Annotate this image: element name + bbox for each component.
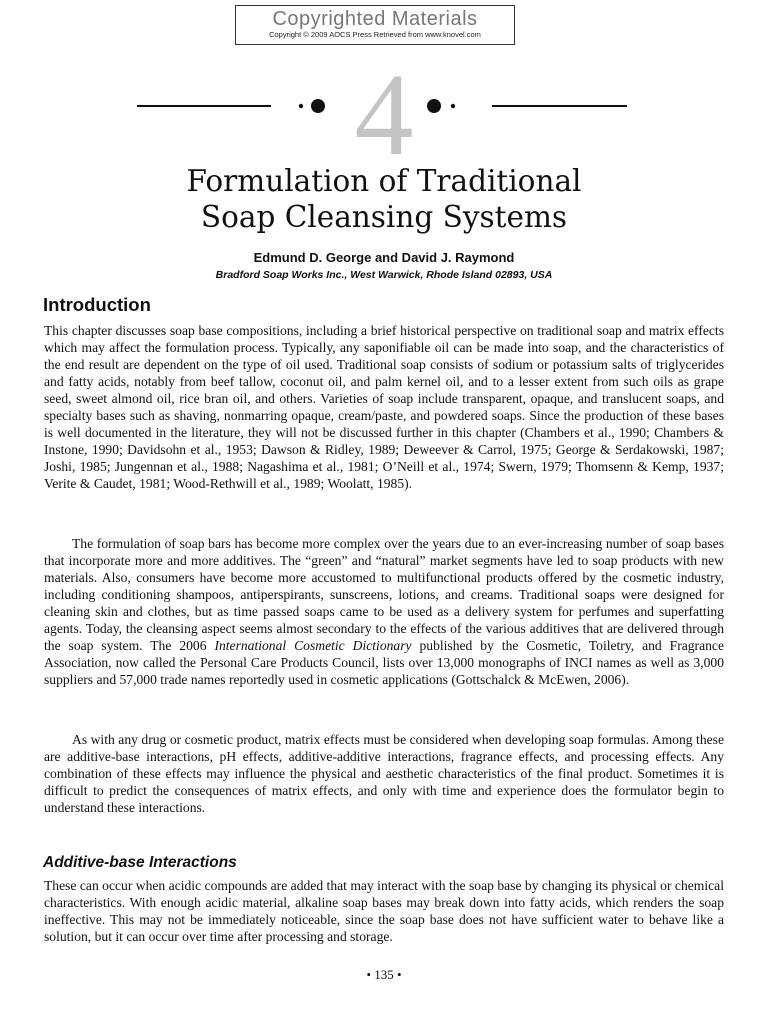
chapter-number: 4	[354, 50, 414, 160]
additive-base-paragraph: These can occur when acidic compounds are added that may interact with the soap base by changing its physical or chemical characteristics. With enough acidic material, alkaline soap bases may break down into fatty acids, which renders the soap ineffective. This may not be immediately noticeable, since the soap base does not have sufficient water to behave like a solution, but it can occur over time after processing and storage.	[44, 878, 724, 945]
dictionary-title: International Cosmetic Dictionary	[214, 638, 412, 654]
authors: Edmund D. George and David J. Raymond	[253, 250, 515, 265]
chapter-title	[0, 163, 768, 235]
intro-paragraph-3: As with any drug or cosmetic product, matrix effects must be considered when developing soap formulas. Among these are additive-base interactions, pH effects, additive-additive interactions, fragrance effects, and processing effects. Any combination of these effects may influence the physical and aesthetic characteristics of the final product. Sometimes it is difficult to predict the consequences of matrix effects, and only with time and experience does the formulator begin to understand these interactions.	[44, 732, 724, 816]
ornament-left-dot	[311, 99, 325, 113]
intro-paragraph-2-part-1: The formulation of soap bars has become more complex over the years due to an ever-increasing number of soap bases that incorporate more and more additives. The “green” and “natural” market segments have led to soap products with new materials. Also, consumers have become more accustomed to multifunctional products offered by the cosmetic industry, including conditioning shampoos, antiperspirants, sunscreens, lotions, and creams. Traditional soaps were designed for cleaning skin and clothes, but as time passed soaps came to be used as a delivery system for perfumes and superfatting agents. Today, the cleansing aspect seems almost secondary to the effects of the various additives that are delivered through the soap system. The 2006	[44, 536, 724, 654]
intro-paragraph-2	[44, 535, 724, 688]
intro-paragraph-1: This chapter discusses soap base compositions, including a brief historical perspective on traditional soap and matrix effects which may affect the formulation process. Typically, any saponifiable oil can be made into soap, and the characteristics of the end result are dependent on the type of oil used. Traditional soap consists of sodium or potassium salts of triglycerides and fatty acids, notably from beef tallow, coconut oil, and palm kernel oil, and to a lesser extent from such oils as grape seed, sweet almond oil, rice bran oil, and others. Varieties of soap include transparent, opaque, and translucent soaps, and specialty bases such as shaving, nonmarring opaque, cream/paste, and powdered soaps. Since the production of these bases is well documented in the literature, they will not be discussed further in this chapter (Chambers et al., 1990; Chambers & Instone, 1990; Davidsohn et al., 1953; Dawson & Ridley, 1989; Deweever & Carrol, 1975; George & Serdakowski, 1987; Joshi, 1985; Jungennan et al., 1988; Nagashima et al., 1981; O’Neill et al., 1974; Swern, 1979; Thomsenn & Kemp, 1937; Verite & Caudet, 1981; Wood-Rethwill et al., 1989; Woolatt, 1985).	[44, 323, 724, 492]
stamp-title: Copyrighted Materials	[272, 8, 478, 30]
ornament-right-small-dot	[451, 104, 455, 108]
affiliation: Bradford Soap Works Inc., West Warwick, Rhode Island 02893, USA	[215, 269, 553, 281]
ornament-right-dot	[427, 99, 441, 113]
section-heading-additive-base: Additive-base Interactions	[43, 854, 237, 871]
chapter-ornament	[0, 50, 768, 160]
copyright-stamp	[235, 5, 515, 45]
chapter-title-line-2: Soap Cleansing Systems	[200, 200, 568, 234]
section-heading-introduction: Introduction	[43, 294, 151, 315]
chapter-title-line-1: Formulation of Traditional	[186, 164, 582, 198]
page-number: • 135 •	[366, 967, 402, 982]
ornament-left-small-dot	[299, 104, 303, 108]
intro-paragraph-2-part-2: published by the Cosmetic, Toiletry, and Fragrance Association, now called the Personal Care Products Council, lists over 13,000 monographs of INCI names as well as 3,000 suppliers and 57,000 trade names reportedly used in cosmetic applications (Gottschalck & McEwen, 2006).	[44, 638, 724, 688]
stamp-subtitle: Copyright © 2009 AOCS Press Retrieved from www.knovel.com	[269, 30, 481, 39]
